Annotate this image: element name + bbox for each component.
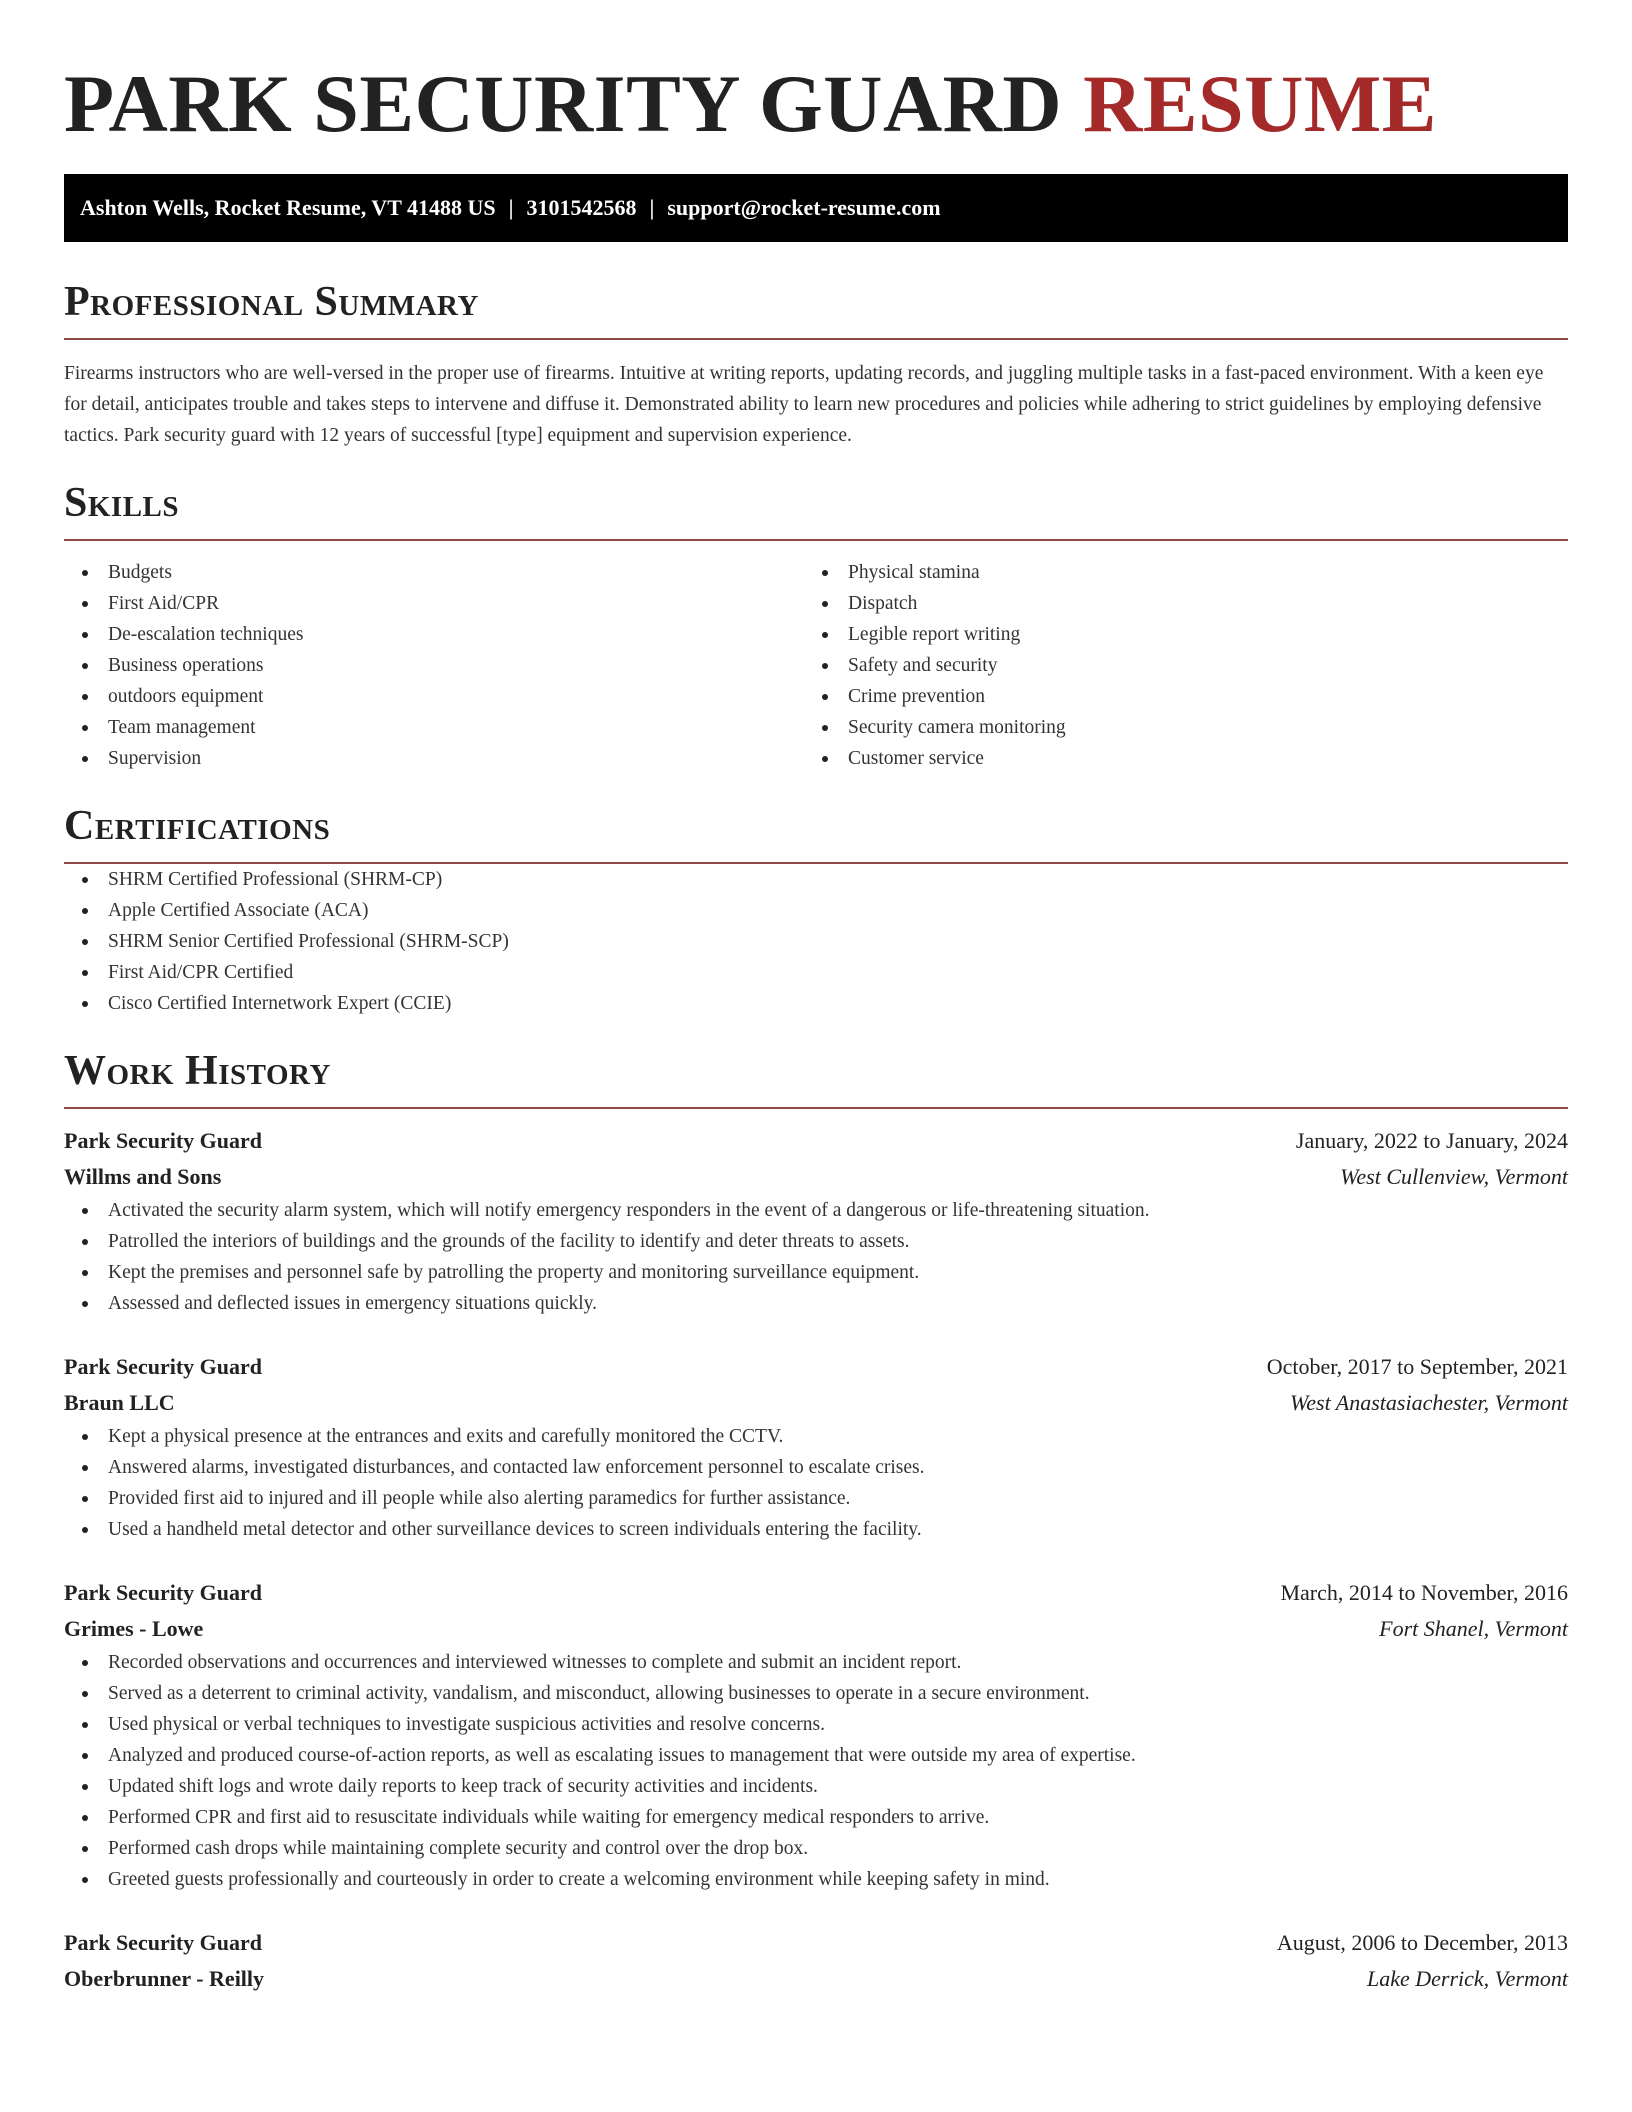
- contact-email: support@rocket-resume.com: [667, 195, 941, 220]
- certifications-list: [64, 864, 1568, 1019]
- contact-separator: |: [508, 195, 514, 220]
- section-heading: Professional Summary: [64, 279, 479, 325]
- job-bullet: Patrolled the interiors of buildings and the grounds of the facility to identify and deter threats to assets.: [64, 1226, 1568, 1257]
- skill-item: Crime prevention: [804, 681, 1544, 712]
- job-title: Park Security Guard: [64, 1354, 262, 1379]
- section-divider: [64, 539, 1568, 541]
- job-location: Lake Derrick, Vermont: [1366, 1966, 1568, 1991]
- job-bullet: Kept the premises and personnel safe by patrolling the property and monitoring surveillance equipment.: [64, 1257, 1568, 1288]
- skill-item: outdoors equipment: [64, 681, 804, 712]
- job-company-row: [64, 1385, 1568, 1421]
- job-bullet: Used a handheld metal detector and other surveillance devices to screen individuals entering the facility.: [64, 1514, 1568, 1545]
- job-bullets: [64, 1421, 1568, 1545]
- job-location: West Cullenview, Vermont: [1340, 1164, 1568, 1189]
- job-bullet: Performed cash drops while maintaining complete security and control over the drop box.: [64, 1833, 1568, 1864]
- job-dates: August, 2006 to December, 2013: [1276, 1930, 1568, 1955]
- job-header-row: [64, 1575, 1568, 1611]
- job-title: Park Security Guard: [64, 1128, 262, 1153]
- job-company-row: [64, 1159, 1568, 1195]
- job-entry: [64, 1123, 1568, 1319]
- job-company: Oberbrunner - Reilly: [64, 1966, 265, 1991]
- job-title: Park Security Guard: [64, 1580, 262, 1605]
- section-divider: [64, 1107, 1568, 1109]
- job-company-row: [64, 1611, 1568, 1647]
- contact-separator: |: [649, 195, 655, 220]
- skill-item: Budgets: [64, 557, 804, 588]
- job-bullet: Used physical or verbal techniques to investigate suspicious activities and resolve concerns.: [64, 1709, 1568, 1740]
- job-bullet: Kept a physical presence at the entrances and exits and carefully monitored the CCTV.: [64, 1421, 1568, 1452]
- skill-item: Business operations: [64, 650, 804, 681]
- job-entry: [64, 1349, 1568, 1545]
- job-bullet: Analyzed and produced course-of-action reports, as well as escalating issues to management that were outside my area of expertise.: [64, 1740, 1568, 1771]
- skill-item: Safety and security: [804, 650, 1544, 681]
- job-company-row: [64, 1961, 1568, 1997]
- job-company: Braun LLC: [64, 1390, 175, 1415]
- certification-item: SHRM Senior Certified Professional (SHRM-SCP): [64, 926, 1568, 957]
- skill-item: Customer service: [804, 743, 1544, 774]
- resume-title: [64, 0, 1568, 150]
- section-divider: [64, 338, 1568, 340]
- summary-text: Firearms instructors who are well-versed in the proper use of firearms. Intuitive at writing reports, updating records, and juggling multiple tasks in a fast-paced environment. With a keen eye for detail, anticipates trouble and takes steps to intervene and diffuse it. Demonstrated ability to learn new procedures and policies while adhering to strict guidelines by employing defensive tactics. Park security guard with 12 years of successful [type] equipment and supervision experience.: [64, 363, 1544, 446]
- job-header-row: [64, 1925, 1568, 1961]
- job-dates: March, 2014 to November, 2016: [1280, 1580, 1568, 1605]
- job-entry: [64, 1575, 1568, 1895]
- contact-address: Ashton Wells, Rocket Resume, VT 41488 US: [80, 195, 496, 220]
- skill-item: Security camera monitoring: [804, 712, 1544, 743]
- skills-list-right: [804, 557, 1544, 774]
- job-bullet: Assessed and deflected issues in emergency situations quickly.: [64, 1288, 1568, 1319]
- job-bullet: Provided first aid to injured and ill people while also alerting paramedics for further assistance.: [64, 1483, 1568, 1514]
- job-location: West Anastasiachester, Vermont: [1289, 1390, 1568, 1415]
- job-bullet: Updated shift logs and wrote daily reports to keep track of security activities and incidents.: [64, 1771, 1568, 1802]
- contact-phone: 3101542568: [526, 195, 637, 220]
- title-accent: RESUME: [1083, 58, 1437, 149]
- section-heading: Skills: [64, 480, 180, 526]
- title-main: PARK SECURITY GUARD: [64, 58, 1063, 149]
- skill-item: Legible report writing: [804, 619, 1544, 650]
- skills-columns: [64, 557, 1568, 774]
- certification-item: First Aid/CPR Certified: [64, 957, 1568, 988]
- skill-item: First Aid/CPR: [64, 588, 804, 619]
- job-bullet: Answered alarms, investigated disturbances, and contacted law enforcement personnel to escalate crises.: [64, 1452, 1568, 1483]
- job-bullets: [64, 1647, 1568, 1895]
- certification-item: Apple Certified Associate (ACA): [64, 895, 1568, 926]
- job-dates: October, 2017 to September, 2021: [1266, 1354, 1568, 1379]
- skill-item: Supervision: [64, 743, 804, 774]
- job-title: Park Security Guard: [64, 1930, 262, 1955]
- skill-item: Physical stamina: [804, 557, 1544, 588]
- certifications-section: [64, 800, 1568, 1019]
- certification-item: Cisco Certified Internetwork Expert (CCIE): [64, 988, 1568, 1019]
- skill-item: Dispatch: [804, 588, 1544, 619]
- job-bullet: Greeted guests professionally and courteously in order to create a welcoming environment while keeping safety in mind.: [64, 1864, 1568, 1895]
- job-header-row: [64, 1123, 1568, 1159]
- resume-page: [64, 0, 1568, 1997]
- skills-list-left: [64, 557, 804, 774]
- job-company: Willms and Sons: [64, 1164, 222, 1189]
- job-dates: January, 2022 to January, 2024: [1295, 1128, 1568, 1153]
- summary-section: [64, 276, 1568, 451]
- job-company: Grimes - Lowe: [64, 1616, 204, 1641]
- skill-item: Team management: [64, 712, 804, 743]
- job-bullets: [64, 1195, 1568, 1319]
- work-history-section: [64, 1045, 1568, 1997]
- job-bullet: Performed CPR and first aid to resuscitate individuals while waiting for emergency medical responders to arrive.: [64, 1802, 1568, 1833]
- skills-section: [64, 477, 1568, 774]
- skill-item: De-escalation techniques: [64, 619, 804, 650]
- section-heading: Certifications: [64, 803, 331, 849]
- job-bullet: Served as a deterrent to criminal activity, vandalism, and misconduct, allowing businesses to operate in a secure environment.: [64, 1678, 1568, 1709]
- section-heading: Work History: [64, 1048, 331, 1094]
- job-location: Fort Shanel, Vermont: [1379, 1616, 1568, 1641]
- certification-item: SHRM Certified Professional (SHRM-CP): [64, 864, 1568, 895]
- job-bullet: Activated the security alarm system, which will notify emergency responders in the event of a dangerous or life-threatening situation.: [64, 1195, 1568, 1226]
- contact-bar: [64, 174, 1568, 242]
- job-header-row: [64, 1349, 1568, 1385]
- job-entry: [64, 1925, 1568, 1997]
- job-bullet: Recorded observations and occurrences and interviewed witnesses to complete and submit an incident report.: [64, 1647, 1568, 1678]
